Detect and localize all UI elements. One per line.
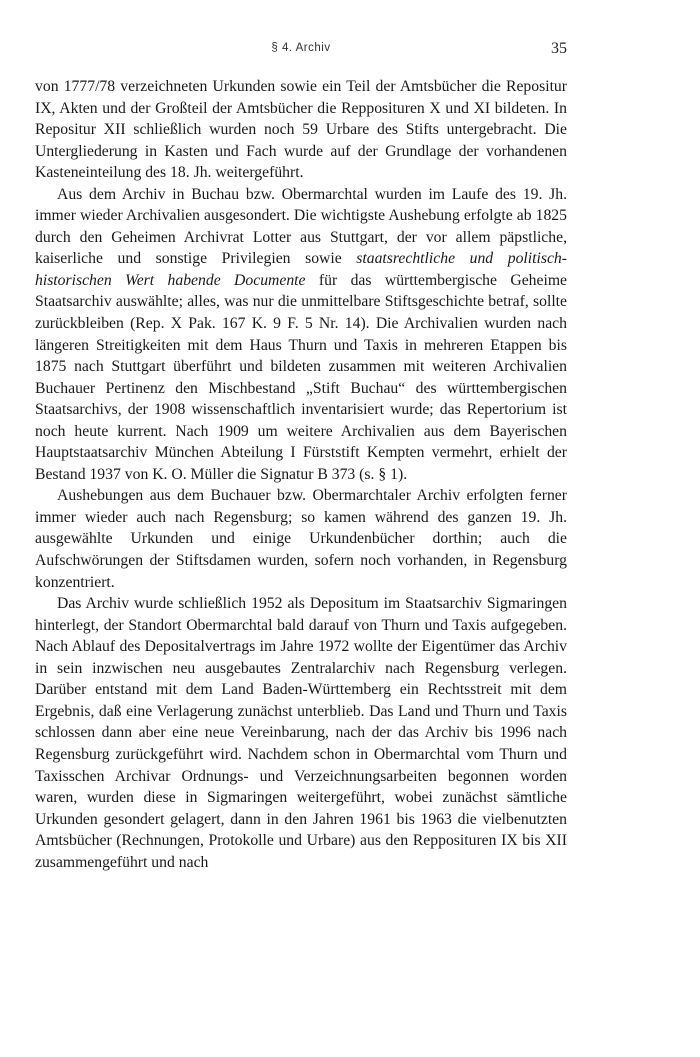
page-header: [35, 40, 567, 62]
paragraph: von 1777/78 verzeichneten Urkunden sowie ein Teil der Amtsbücher die Repositur IX, Akten und der Großteil der Amtsbücher die Repposituren X und XI bildeten. In Repositur XII schließlich wurden noch 59 Urbare des Stifts untergebracht. Die Untergliederung in Kasten und Fach wurde auf der Grundlage der vorhandenen Kasteneinteilung des 18. Jh. weitergeführt.: [35, 78, 567, 182]
paragraph-text: für das württembergische Geheime Staatsarchiv auswählte; alles, was nur die unmittelbare Stiftsgeschichte betraf, sollte zurückbleiben (Rep. X Pak. 167 K. 9 F. 5 Nr. 14). Die Archivalien wurden nach längeren Streitigkeiten mit dem Haus Thurn und Taxis in mehreren Etappen bis 1875 nach Stuttgart überführt und bildeten zusammen mit weiteren Archivalien Buchauer Pertinenz den Mischbestand „Stift Buchau“ des württembergischen Staatsarchivs, der 1908 wissenschaftlich inventarisiert wurde; das Repertorium ist noch heute kurrent. Nach 1909 um weitere Archivalien aus dem Bayerischen Hauptstaatsarchiv München Abteilung I Fürststift Kempten vermehrt, erhielt der Bestand 1937 von K. O. Müller die Signatur B 373 (s. § 1).: [35, 271, 567, 483]
quoted-italic-text: staatsrechtliche und politisch-historischen Wert habende Documente: [35, 250, 567, 289]
paragraph: [35, 184, 567, 486]
paragraph-text: Aus dem Archiv in Buchau bzw. Obermarchtal wurden im Laufe des 19. Jh. immer wieder Archivalien ausgesondert. Die wichtigste Aushebung erfolgte ab 1825 durch den Geheimen Archivrat Lotter aus Stuttgart, der vor allem päpstliche, kaiserliche und sonstige Privilegien sowie: [35, 185, 567, 268]
running-head: § 4. Archiv: [271, 42, 331, 54]
paragraph: Aushebungen aus dem Buchauer bzw. Obermarchtaler Archiv erfolgten ferner immer wieder auch nach Regensburg; so kamen während des ganzen 19. Jh. ausgewählte Urkunden und einige Urkundenbücher dorthin; auch die Aufschwörungen der Stiftsdamen wurden, sofern noch vorhanden, in Regensburg konzentriert.: [35, 487, 567, 591]
body-text: [35, 76, 567, 873]
page-number: 35: [551, 40, 567, 57]
paragraph: Das Archiv wurde schließlich 1952 als Depositum im Staatsarchiv Sigmaringen hinterlegt, der Standort Obermarchtal bald darauf von Thurn und Taxis aufgegeben. Nach Ablauf des Depositalvertrags im Jahre 1972 wollte der Eigentümer das Archiv in sein inzwischen neu ausgebautes Zentralarchiv nach Regensburg verlegen. Darüber entstand mit dem Land Baden-Württemberg ein Rechtsstreit mit dem Ergebnis, daß eine Verlagerung zunächst unterblieb. Das Land und Thurn und Taxis schlossen dann aber eine neue Vereinbarung, nach der das Archiv bis 1996 nach Regensburg zurückgeführt wird. Nachdem schon in Obermarchtal vom Thurn und Taxisschen Archivar Ordnungs- und Verzeichnungsarbeiten begonnen worden waren, wurden diese in Sigmaringen weitergeführt, wobei zunächst sämtliche Urkunden gesondert gelagert, dann in den Jahren 1961 bis 1963 die vielbenutzten Amtsbücher (Rechnungen, Protokolle und Urbare) aus den Repposituren IX bis XII zusammengeführt und nach: [35, 595, 567, 871]
